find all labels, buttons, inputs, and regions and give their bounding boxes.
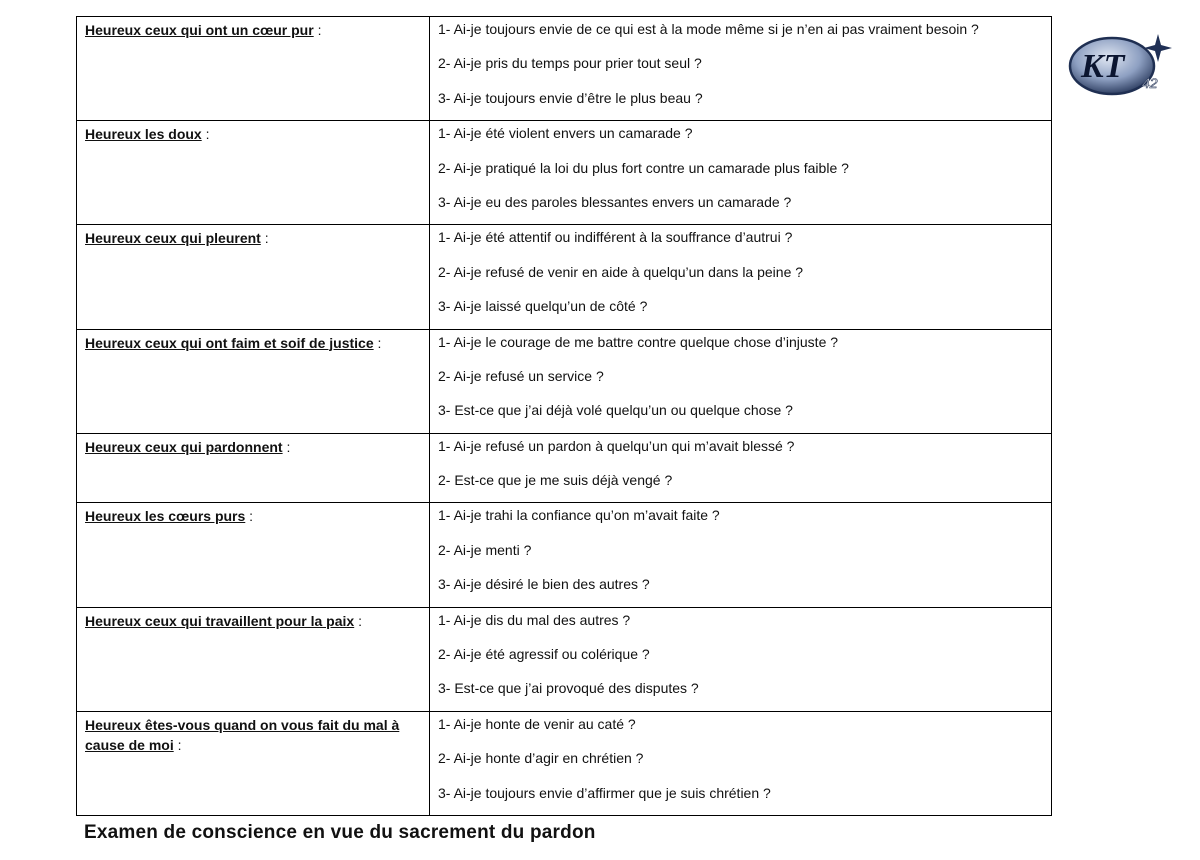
question-item: 2- Ai-je été agressif ou colérique ? bbox=[438, 646, 650, 663]
question-item: 1- Ai-je toujours envie de ce qui est à la mode même si je n’en ai pas vraiment besoin ? bbox=[438, 21, 979, 37]
beatitude-title: Heureux êtes-vous quand on vous fait du mal à cause de moi bbox=[85, 716, 400, 753]
beatitude-colon: : bbox=[373, 334, 382, 351]
beatitude-cell bbox=[77, 503, 430, 607]
beatitude-title: Heureux les doux bbox=[85, 126, 202, 143]
beatitude-cell bbox=[77, 17, 430, 121]
questions-cell bbox=[430, 503, 1052, 607]
question-list bbox=[438, 121, 1043, 224]
beatitude-title: Heureux ceux qui pleurent bbox=[85, 230, 261, 247]
beatitude-cell bbox=[77, 607, 430, 711]
questions-cell bbox=[430, 225, 1052, 329]
questions-cell bbox=[430, 607, 1052, 711]
question-list bbox=[438, 503, 1043, 606]
question-item: 3- Ai-je eu des paroles blessantes envers un camarade ? bbox=[438, 193, 792, 210]
beatitude-title: Heureux les cœurs purs bbox=[85, 508, 246, 525]
question-item: 3- Est-ce que j’ai provoqué des disputes ? bbox=[438, 680, 699, 697]
questions-cell bbox=[430, 17, 1052, 121]
table-row bbox=[77, 17, 1052, 121]
question-item: 2- Ai-je pris du temps pour prier tout seul ? bbox=[438, 55, 702, 72]
table-row bbox=[77, 503, 1052, 607]
question-list bbox=[438, 330, 1043, 433]
beatitude-cell bbox=[77, 433, 430, 503]
table-row bbox=[77, 711, 1052, 815]
question-item: 3- Est-ce que j’ai déjà volé quelqu’un ou quelque chose ? bbox=[438, 402, 793, 419]
question-list bbox=[438, 17, 1043, 120]
beatitude-title: Heureux ceux qui ont un cœur pur bbox=[85, 22, 314, 38]
table-row bbox=[77, 607, 1052, 711]
beatitude-colon: : bbox=[173, 736, 182, 753]
beatitude-colon: : bbox=[354, 612, 362, 629]
questions-cell bbox=[430, 329, 1052, 433]
question-item: 2- Ai-je honte d’agir en chrétien ? bbox=[438, 750, 644, 767]
logo-text: KT bbox=[1081, 48, 1125, 85]
question-list bbox=[438, 225, 1043, 328]
question-list bbox=[438, 434, 1043, 503]
question-item: 1- Ai-je été violent envers un camarade ? bbox=[438, 125, 693, 142]
question-item: 2- Ai-je menti ? bbox=[438, 541, 532, 558]
question-item: 1- Ai-je dis du mal des autres ? bbox=[438, 611, 631, 628]
question-item: 1- Ai-je honte de venir au caté ? bbox=[438, 715, 636, 732]
question-item: 3- Ai-je désiré le bien des autres ? bbox=[438, 576, 650, 593]
question-item: 1- Ai-je trahi la confiance qu’on m’avait faite ? bbox=[438, 507, 720, 524]
table-row bbox=[77, 121, 1052, 225]
question-list bbox=[438, 712, 1043, 815]
beatitude-cell bbox=[77, 711, 430, 815]
table-row bbox=[77, 329, 1052, 433]
beatitude-cell bbox=[77, 121, 430, 225]
beatitude-colon: : bbox=[282, 438, 291, 455]
beatitude-colon: : bbox=[313, 22, 322, 38]
question-item: 2- Ai-je refusé de venir en aide à quelqu’un dans la peine ? bbox=[438, 263, 804, 280]
beatitude-title: Heureux ceux qui pardonnent bbox=[85, 438, 283, 455]
logo-number: 42 bbox=[1142, 75, 1158, 91]
question-item: 2- Est-ce que je me suis déjà vengé ? bbox=[438, 472, 673, 489]
question-item: 3- Ai-je toujours envie d’affirmer que je suis chrétien ? bbox=[438, 784, 771, 801]
beatitude-title: Heureux ceux qui travaillent pour la paix bbox=[85, 612, 355, 629]
table-row bbox=[77, 433, 1052, 503]
table-row bbox=[77, 225, 1052, 329]
question-list bbox=[438, 608, 1043, 711]
beatitude-cell bbox=[77, 225, 430, 329]
questions-cell bbox=[430, 121, 1052, 225]
question-item: 1- Ai-je été attentif ou indifférent à la souffrance d’autrui ? bbox=[438, 229, 793, 246]
beatitude-colon: : bbox=[245, 508, 254, 525]
question-item: 3- Ai-je laissé quelqu’un de côté ? bbox=[438, 298, 648, 315]
examination-table bbox=[76, 16, 1052, 816]
document-title: Examen de conscience en vue du sacrement du pardon bbox=[84, 822, 596, 843]
questions-cell bbox=[430, 711, 1052, 815]
beatitude-colon: : bbox=[201, 126, 210, 143]
question-item: 1- Ai-je le courage de me battre contre quelque chose d’injuste ? bbox=[438, 333, 839, 350]
question-item: 2- Ai-je pratiqué la loi du plus fort contre un camarade plus faible ? bbox=[438, 159, 849, 176]
question-item: 2- Ai-je refusé un service ? bbox=[438, 367, 604, 384]
question-item: 1- Ai-je refusé un pardon à quelqu’un qui m’avait blessé ? bbox=[438, 437, 795, 454]
questions-cell bbox=[430, 433, 1052, 503]
question-item: 3- Ai-je toujours envie d’être le plus beau ? bbox=[438, 89, 703, 106]
beatitude-title: Heureux ceux qui ont faim et soif de justice bbox=[85, 334, 374, 351]
kt42-logo bbox=[1066, 28, 1178, 108]
beatitude-cell bbox=[77, 329, 430, 433]
beatitude-colon: : bbox=[260, 230, 269, 247]
